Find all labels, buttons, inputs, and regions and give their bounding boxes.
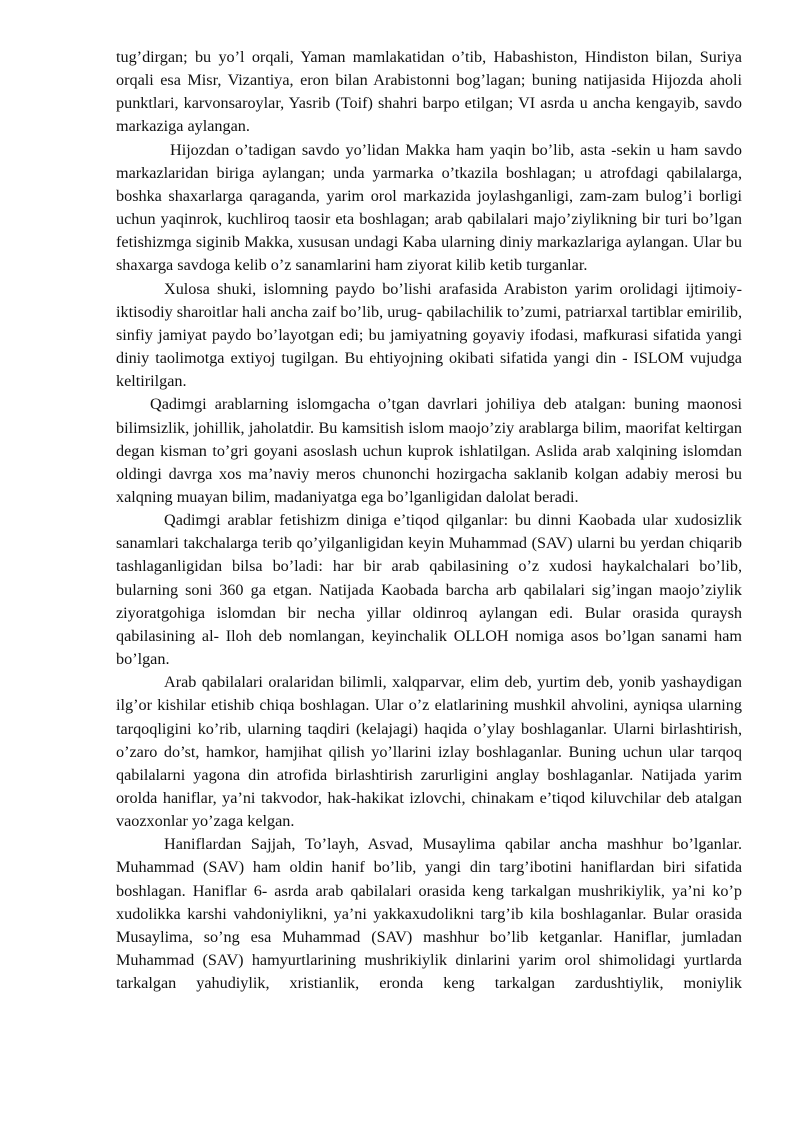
paragraph-arab-tribes: Arab qabilalari oralaridan bilimli, xalqparvar, elim deb, yurtim deb, yonib yashaydigan ilg’or kishilar etishib chiqa boshlagan. Ular o’z elatlarining mushkil ahvolini, ayniqsa ularning tarqoqligini ko’rib, ularning taqdiri (kelajagi) haqida o’ylay boshlaganlar. Ularni birlashtirish, o’zaro do’st, hamkor, hamjihat qilish yo’llarini izlay boshlaganlar. Buning uchun ular tarqoq qabilalarni yagona din atrofida birlashtirish zarurligini anglay boshlaganlar. Natijada yarim orolda haniflar, ya’ni takvodor, hak-hakikat izlovchi, chinakam e’tiqod kiluvchilar deb atalgan vaozxonlar yo’zaga kelgan. [116, 673, 742, 831]
paragraph-fetishism: Qadimgi arablar fetishizm diniga e’tiqod qilganlar: bu dinni Kaobada ular xudosizlik sanamlari takchalarga terib qo’yilganligidan keyin Muhammad (SAV) ularni bu yerdan chiqarib tashlaganligidan bilsa bo’ladi: har bir arab qabilasining o’z xudosi haykalchalari bo’lib, bularning soni 360 ga etgan. Natijada Kaobada barcha arb qabilalari sig’ingan maojo’ziylik ziyoratgohiga islomdan bir necha yillar oldinroq aylangan edi. Bular orasida quraysh qabilasining al- Iloh deb nomlangan, keyinchalik OLLOH nomiga asos bo’lgan sanami ham bo’lgan. [116, 511, 742, 669]
paragraph-continuation: tug’dirgan; bu yo’l orqali, Yaman mamlakatidan o’tib, Habashiston, Hindiston bilan, Suriya orqali esa Misr, Vizantiya, eron bilan Arabistonni bog’lagan; buning natijasida Hijozda aholi punktlari, karvonsaroylar, Yasrib (Toif) shahri barpo etilgan; VI asrda u ancha kengayib, savdo markaziga aylangan. [116, 48, 742, 136]
document-page [116, 46, 742, 995]
paragraph-conclusion: Xulosa shuki, islomning paydo bo’lishi arafasida Arabiston yarim orolidagi ijtimoiy- iktisodiy sharoitlar hali ancha zaif bo’lib, urug- qabilachilik to’zumi, patriarxal tartiblar emirilib, sinfiy jamiyat paydo bo’layotgan edi; bu jamiyatning goyaviy ifodasi, mafkurasi sifatida yangi diniy taolimotga extiyoj tugilgan. Bu ehtiyojning okibati sifatida yangi din - ISLOM vujudga keltirilgan. [116, 279, 742, 391]
paragraph-haniflar: Haniflardan Sajjah, To’layh, Asvad, Musaylima qabilar ancha mashhur bo’lganlar. Muhammad (SAV) ham oldin hanif bo’lib, yangi din targ’ibotini haniflardan biri sifatida boshlagan. Haniflar 6- asrda arab qabilalari orasida keng tarkalgan mushrikiylik, ya’ni ko’p xudolikka karshi vahdoniylikni, ya’ni yakkaxudolikni targ’ib kila boshlaganlar. Bular orasida Musaylima, so’ng esa Muhammad (SAV) mashhur bo’lib ketganlar. Haniflar, jumladan Muhammad (SAV) hamyurtlarining mushrikiylik dinlarini yarim orol shimolidagi yurtlarda tarkalgan yahudiylik, xristianlik, eronda keng tarkalgan zardushtiylik, moniylik [116, 835, 742, 993]
paragraph-johiliya: Qadimgi arablarning islomgacha o’tgan davrlari johiliya deb atalgan: buning maonosi bilimsizlik, johillik, jaholatdir. Bu kamsitish islom maojo’ziy arablarga bilim, maorifat keltirgan degan kisman to’gri goyani asoslash uchun kuprok ishlatilgan. Aslida arab xalqining islomdan oldingi davrga xos ma’naviy meros chunonchi hozirgacha saklanib kolgan adabiy merosi bu xalqning muayan bilim, madaniyatga ega bo’lganligidan dalolat beradi. [116, 395, 742, 506]
paragraph-makka-trade: Hijozdan o’tadigan savdo yo’lidan Makka ham yaqin bo’lib, asta -sekin u ham savdo markazlaridan biriga aylangan; unda yarmarka o’tkazila boshlagan; u atrofdagi qabilalarga, boshka shaxarlarga qaraganda, yarim orol markazida joylashganligi, zam-zam bulog’i borligi uchun yaqinrok, kuchliroq taosir eta boshlagan; arab qabilalari majo’ziylikning bir turi bo’lgan fetishizmga siginib Makka, xususan undagi Kaba ularning diniy markazlariga aylangan. Ular bu shaxarga savdoga kelib o’z sanamlarini ham ziyorat kilib ketib turganlar. [116, 140, 742, 275]
